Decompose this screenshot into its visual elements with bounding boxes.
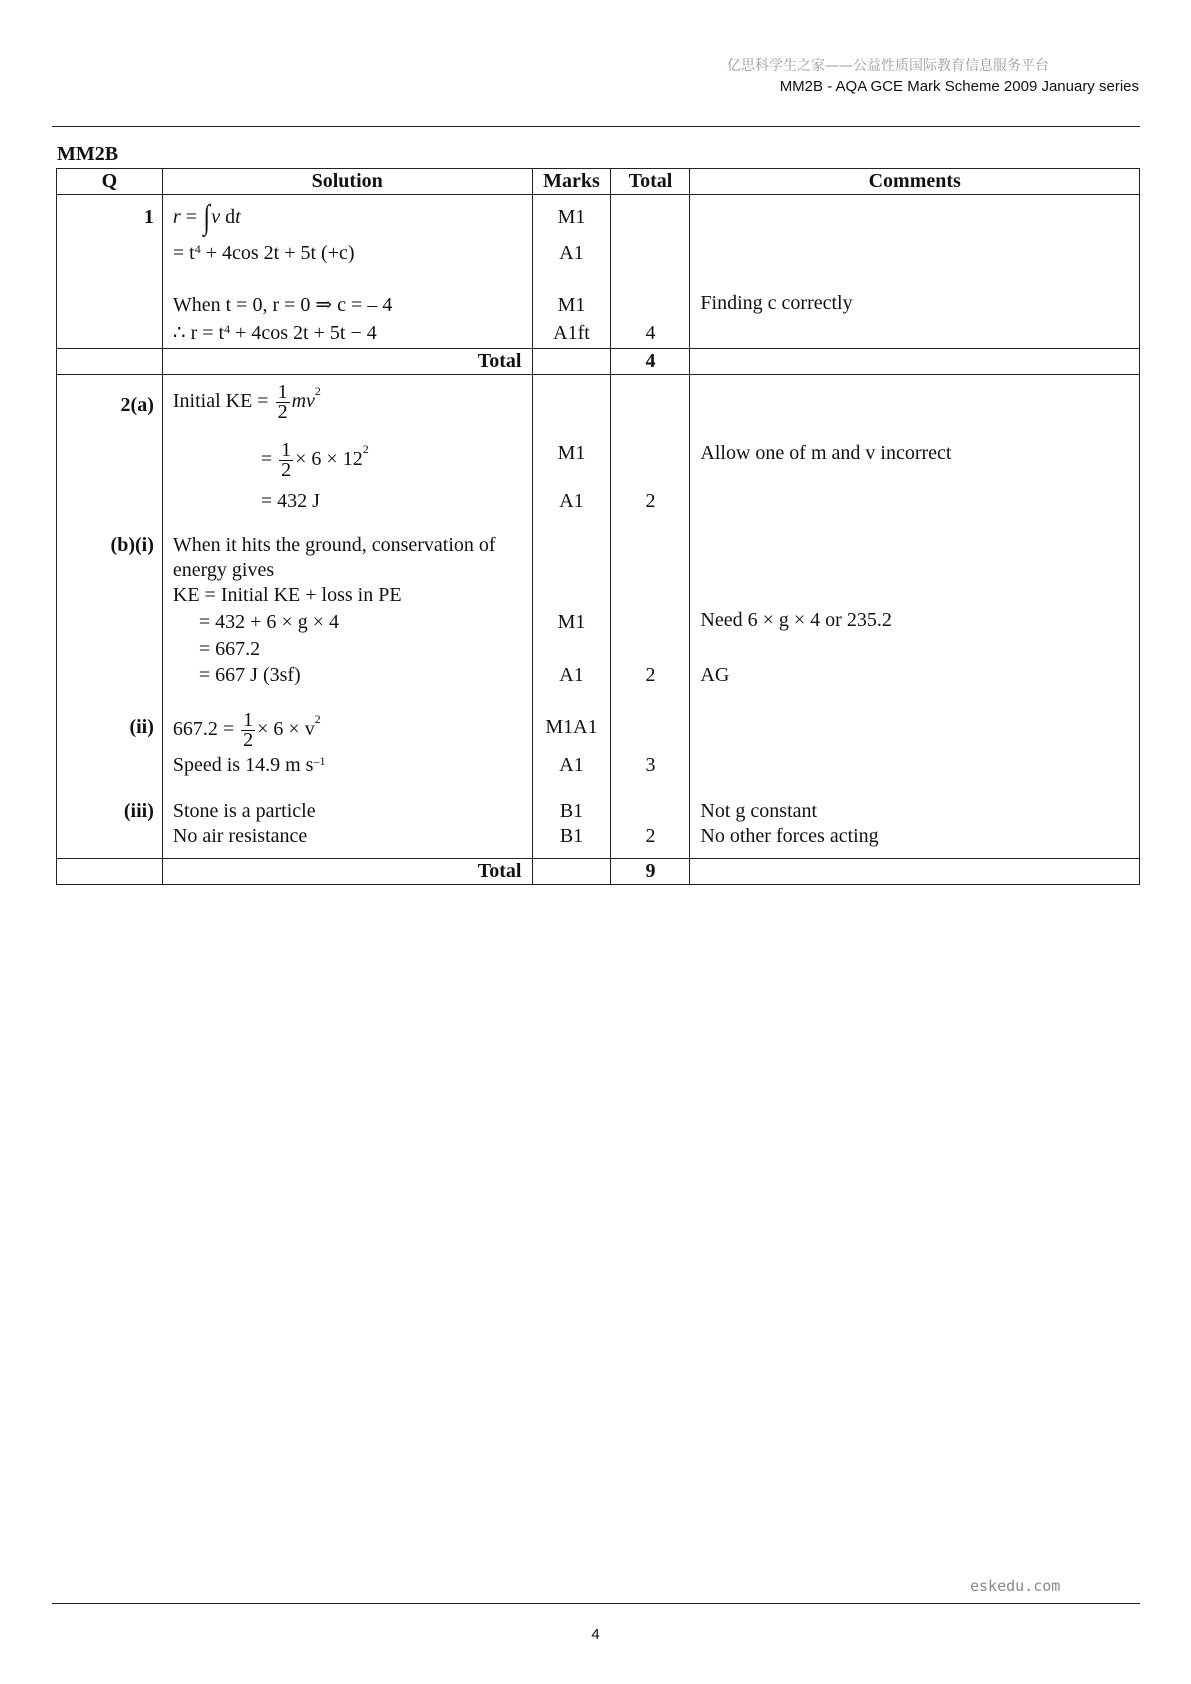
- column-header-q: Q: [57, 169, 163, 195]
- q2-total-label: Total: [162, 859, 532, 885]
- q1-s1-v: v: [211, 206, 221, 228]
- q1-total-row-comments-blank: [690, 349, 1140, 375]
- q2-total-row-marks-blank: [532, 859, 611, 885]
- column-header-solution: Solution: [162, 169, 532, 195]
- q2ii-s1-exp: 2: [314, 712, 321, 726]
- q1-total-row: [57, 349, 1140, 375]
- q2ii-solution-line-2: [173, 753, 326, 777]
- q2iii-total: 2: [645, 825, 656, 847]
- q2bi-comment-2: AG: [700, 664, 730, 686]
- q1-s1-r: r: [172, 206, 181, 228]
- q1-total-label: Total: [162, 349, 532, 375]
- integral-sign-icon: ∫: [203, 199, 210, 237]
- q2ii-mark-1: M1A1: [545, 716, 598, 738]
- q2bi-total: 2: [645, 664, 656, 686]
- fraction-half: [279, 441, 293, 480]
- q2bi-solution-line-1: When it hits the ground, conservation of: [172, 534, 496, 556]
- fraction-half: [241, 711, 255, 750]
- q2a-s2-post: × 6 × 12: [295, 448, 363, 471]
- q2iii-mark-2: B1: [559, 825, 584, 847]
- q1-label-cell: [57, 195, 163, 349]
- q1-s4-rest: + 4cos 2t + 5t − 4: [230, 322, 377, 344]
- question-1-row: [57, 195, 1140, 349]
- q2a-solution-line-2: [261, 441, 369, 480]
- q2ii-s2: Speed is 14.9 m s: [172, 754, 314, 776]
- q2ii-mark-2: A1: [559, 754, 584, 776]
- q2-solution-cell: [162, 375, 532, 859]
- q1-total-row-blank: [57, 349, 163, 375]
- q2iii-comment-1: Not g constant: [700, 800, 818, 822]
- q2bi-comment-1: Need 6 × g × 4 or 235.2: [700, 609, 892, 631]
- q2a-solution-line-3: = 432 J: [260, 490, 320, 512]
- mark-scheme-table: [56, 168, 1140, 885]
- column-header-marks: Marks: [532, 169, 611, 195]
- fraction-half: [276, 383, 290, 422]
- q1-s2-rest: + 4cos 2t + 5t (+c): [200, 242, 355, 264]
- q2-total-cell: [611, 375, 690, 859]
- q1-s1-d: d: [220, 206, 236, 228]
- q2-total-row-comments-blank: [690, 859, 1140, 885]
- q2ii-s1-pre: 667.2 =: [172, 718, 240, 741]
- q2-total-value: 9: [611, 859, 690, 885]
- q2iii-mark-1: B1: [559, 800, 584, 822]
- question-2-row: [57, 375, 1140, 859]
- q1-solution-line-1: [172, 199, 241, 237]
- q1-solution-cell: [162, 195, 532, 349]
- q2ii-s2-exp: –1: [313, 754, 326, 768]
- q1-mark-2: A1: [559, 242, 584, 264]
- q2a-total: 2: [645, 490, 656, 512]
- q1-solution-line-4: [173, 321, 377, 345]
- q1-solution-line-2: [173, 241, 355, 265]
- q2bi-mark-1: M1: [557, 611, 586, 633]
- footer-rule: [52, 1603, 1140, 1604]
- q2ii-total: 3: [645, 754, 656, 776]
- q2a-mark-1: M1: [557, 442, 586, 464]
- q2bi-solution-line-3: KE = Initial KE + loss in PE: [172, 584, 402, 606]
- section-title: MM2B: [57, 143, 119, 165]
- q1-comment: Finding c correctly: [700, 292, 853, 314]
- q2iii-comment-2: No other forces acting: [700, 825, 879, 847]
- q2a-comment: Allow one of m and v incorrect: [700, 442, 952, 464]
- q2bi-solution-line-5: = 667.2: [198, 638, 261, 660]
- q2iii-solution-line-2: No air resistance: [172, 825, 308, 847]
- fraction-denominator: 2: [243, 729, 254, 751]
- q1-s1-t: t: [235, 206, 241, 228]
- page-number: 4: [591, 1626, 600, 1643]
- q1-label: 1: [143, 206, 154, 228]
- watermark-bottom: eskedu.com: [970, 1577, 1061, 1595]
- header-title: MM2B - AQA GCE Mark Scheme 2009 January series: [779, 78, 1139, 95]
- q1-s4-exp: 4: [224, 322, 231, 336]
- q2iii-solution-line-1: Stone is a particle: [172, 800, 316, 822]
- q1-comments-cell: [690, 195, 1140, 349]
- q2-total-row: [57, 859, 1140, 885]
- header-rule: [52, 126, 1140, 127]
- fraction-numerator: 1: [243, 709, 254, 731]
- fraction-denominator: 2: [277, 401, 288, 423]
- fraction-numerator: 1: [277, 381, 288, 403]
- q2-marks-cell: [532, 375, 611, 859]
- q1-marks-cell: [532, 195, 611, 349]
- q1-mark-4: A1ft: [553, 322, 590, 344]
- q1-mark-1: M1: [557, 206, 586, 228]
- q2a-s1-pre: Initial KE =: [172, 390, 274, 413]
- q1-total-cell: [611, 195, 690, 349]
- q1-solution-line-3: When t = 0, r = 0 ⇒ c = – 4: [172, 294, 393, 316]
- q2ii-s1-post: × 6 × v: [257, 718, 315, 741]
- q1-total: 4: [645, 322, 656, 344]
- q2a-s2-pre: =: [260, 448, 278, 471]
- q2bi-solution-line-2: energy gives: [172, 559, 275, 581]
- q2bi-solution-line-6: = 667 J (3sf): [198, 664, 301, 686]
- q2a-solution-line-1: [173, 383, 321, 422]
- q2bi-label: (b)(i): [110, 534, 154, 556]
- q2a-mark-2: A1: [559, 490, 584, 512]
- fraction-numerator: 1: [281, 439, 292, 461]
- q1-s1-eq: =: [180, 206, 202, 228]
- q2a-s1-exp: 2: [314, 384, 321, 398]
- q2iii-label: (iii): [123, 800, 154, 822]
- q2ii-solution-line-1: [173, 711, 321, 750]
- q1-s4: ∴ r = t: [172, 322, 225, 344]
- column-header-total: Total: [611, 169, 690, 195]
- q2ii-label: (ii): [129, 716, 154, 738]
- q2bi-solution-line-4: = 432 + 6 × g × 4: [198, 611, 339, 633]
- q1-s2: = t: [172, 242, 195, 264]
- q1-total-row-marks-blank: [532, 349, 611, 375]
- column-header-comments: Comments: [690, 169, 1140, 195]
- q2a-s2-exp: 2: [362, 442, 369, 456]
- q2bi-mark-2: A1: [559, 664, 584, 686]
- q1-s2-exp: 4: [194, 242, 201, 256]
- q1-mark-3: M1: [557, 294, 586, 316]
- q2-label-cell: [57, 375, 163, 859]
- watermark-top: 亿思科学生之家——公益性质国际教育信息服务平台: [727, 58, 1049, 74]
- fraction-denominator: 2: [281, 459, 292, 481]
- q2-comments-cell: [690, 375, 1140, 859]
- q2a-s1-post: mv: [291, 390, 315, 413]
- q2a-label: 2(a): [120, 394, 154, 416]
- q1-total-value: 4: [611, 349, 690, 375]
- table-header-row: [57, 169, 1140, 195]
- q2-total-row-blank: [57, 859, 163, 885]
